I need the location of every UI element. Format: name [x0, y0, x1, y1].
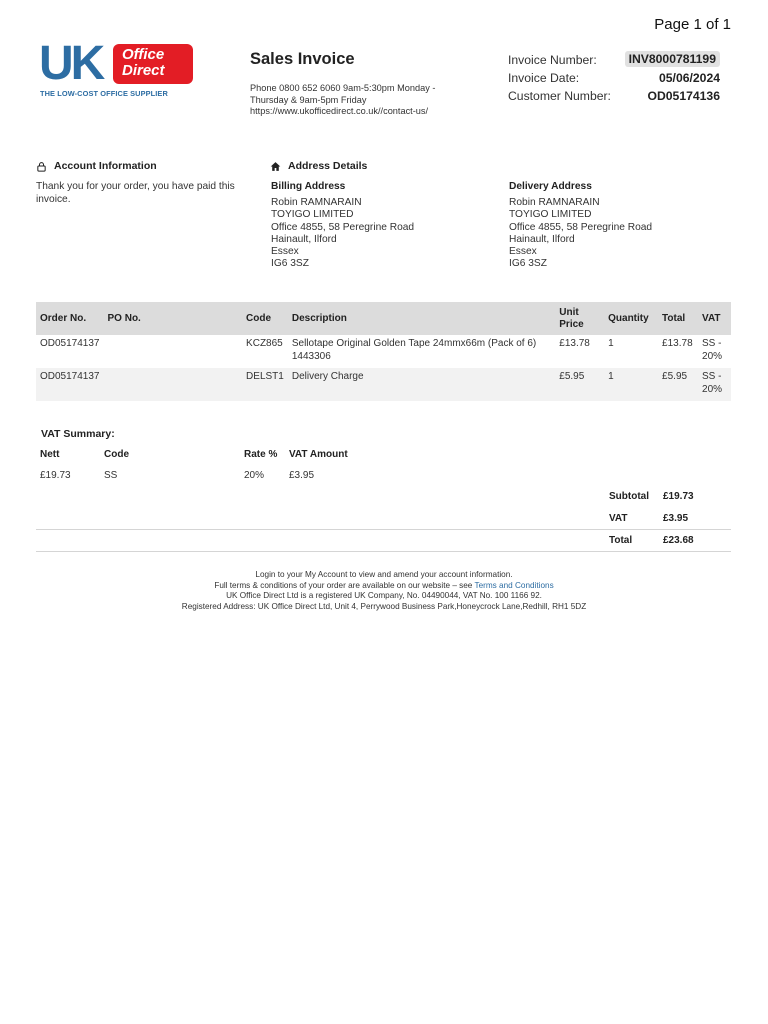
invoice-number-label: Invoice Number: [508, 53, 597, 67]
billing-address [271, 181, 414, 270]
col-description: Description [288, 302, 555, 335]
vat-amount: £3.95 [289, 469, 315, 481]
table-row [36, 368, 731, 401]
cell-unit-price: £5.95 [555, 368, 604, 401]
delivery-address [509, 181, 652, 270]
col-code: Code [242, 302, 288, 335]
vat-col-nett: Nett [40, 449, 60, 460]
document-title: Sales Invoice [250, 50, 355, 68]
billing-address-line: Hainault, Ilford [271, 233, 337, 245]
terms-and-conditions-link[interactable]: Terms and Conditions [474, 580, 554, 590]
home-icon [270, 161, 281, 172]
vat-rate: 20% [244, 469, 265, 481]
table-header-row [36, 302, 731, 335]
address-details-title: Address Details [288, 160, 368, 172]
contact-phone: Phone 0800 652 6060 9am-5:30pm Monday - Thursday & 9am-5pm Friday [250, 83, 436, 105]
grand-total-value: £23.68 [663, 535, 694, 546]
cell-quantity: 1 [608, 338, 614, 349]
grand-total-label: Total [609, 535, 633, 546]
footer-registered-address: Registered Address: UK Office Direct Ltd, Unit 4, Perrywood Business Park,Honeycrock Lane,Redhill, RH1 5DZ [181, 601, 587, 611]
col-unit-price [555, 302, 604, 335]
vat-total-value: £3.95 [663, 513, 689, 524]
billing-address-line: Essex [271, 246, 299, 258]
footer [0, 570, 768, 612]
footer-terms-text: Full terms & conditions of your order are available on our website – see [214, 580, 475, 590]
customer-number-label: Customer Number: [508, 89, 611, 103]
col-unit-price-line2: Price [559, 318, 584, 330]
cell-total: £13.78 [662, 338, 693, 349]
logo-office: Office [122, 46, 165, 63]
billing-address-line: Office 4855, 58 Peregrine Road [271, 221, 415, 233]
delivery-address-line: Office 4855, 58 Peregrine Road [509, 221, 653, 233]
lock-icon [36, 161, 47, 172]
table-row [36, 335, 731, 368]
account-info-heading [36, 160, 157, 172]
cell-vat: SS - 20% [698, 368, 731, 401]
col-vat: VAT [698, 302, 731, 335]
logo-office-direct-badge [113, 44, 193, 84]
billing-address-line: TOYIGO LIMITED [271, 209, 354, 221]
col-quantity: Quantity [604, 302, 658, 335]
col-order-no: Order No. [36, 302, 104, 335]
delivery-address-line: Robin RAMNARAIN [509, 197, 600, 209]
billing-address-line: IG6 3SZ [271, 258, 309, 270]
cell-code: DELST1 [242, 368, 288, 401]
col-unit-price-line1: Unit [559, 306, 579, 318]
company-logo [39, 37, 195, 100]
totals-block [36, 486, 731, 552]
billing-address-line: Robin RAMNARAIN [271, 197, 362, 209]
customer-number: OD05174136 [647, 89, 720, 103]
col-po-no: PO No. [104, 302, 243, 335]
cell-vat: SS - 20% [702, 338, 723, 362]
billing-address-heading: Billing Address [271, 181, 346, 192]
cell-description: Sellotape Original Golden Tape 24mmx66m (Pack of 6) 1443306 [291, 338, 537, 362]
invoice-date: 05/06/2024 [659, 71, 720, 85]
delivery-address-line: Hainault, Ilford [509, 233, 575, 245]
vat-col-amount: VAT Amount [289, 449, 348, 460]
delivery-address-line: Essex [509, 246, 537, 258]
footer-terms-line [0, 581, 768, 592]
invoice-number: INV8000781199 [625, 51, 720, 67]
grand-total-row [36, 530, 731, 552]
footer-account-note: Login to your My Account to view and amend your account information. [255, 570, 513, 579]
delivery-address-heading: Delivery Address [509, 181, 592, 192]
logo-tagline: THE LOW-COST OFFICE SUPPLIER [40, 89, 168, 98]
contact-info [250, 83, 465, 118]
cell-po-no [104, 368, 243, 401]
account-message: Thank you for your order, you have paid this invoice. [36, 181, 235, 205]
vat-col-code: Code [104, 449, 129, 460]
delivery-address-line: IG6 3SZ [509, 258, 547, 270]
vat-col-rate: Rate % [244, 449, 278, 460]
cell-order-no: OD05174137 [40, 338, 100, 349]
page-number: Page 1 of 1 [654, 16, 731, 33]
cell-order-no: OD05174137 [36, 368, 104, 401]
cell-unit-price: £13.78 [559, 338, 590, 349]
vat-nett: £19.73 [40, 469, 71, 481]
logo-uk: UK [39, 37, 103, 90]
vat-summary-table [36, 446, 385, 487]
vat-code: SS [104, 469, 118, 481]
cell-code: KCZ865 [246, 338, 283, 349]
cell-total: £5.95 [658, 368, 698, 401]
vat-header-row [36, 446, 385, 463]
subtotal-row [36, 486, 731, 508]
contact-url[interactable]: https://www.ukofficedirect.co.uk//contact-us/ [250, 106, 429, 116]
vat-total-row [36, 508, 731, 530]
cell-description: Delivery Charge [288, 368, 555, 401]
logo-direct: Direct [122, 62, 165, 79]
vat-row [36, 463, 385, 487]
address-details-heading [270, 160, 367, 172]
cell-po-no [104, 335, 243, 368]
subtotal-label: Subtotal [609, 491, 649, 502]
col-total: Total [658, 302, 698, 335]
vat-total-label: VAT [609, 513, 628, 524]
subtotal-value: £19.73 [663, 491, 694, 502]
account-info-title: Account Information [54, 160, 157, 172]
vat-summary-title: VAT Summary: [41, 428, 115, 440]
delivery-address-line: TOYIGO LIMITED [509, 209, 592, 221]
cell-quantity: 1 [604, 368, 658, 401]
invoice-date-label: Invoice Date: [508, 71, 580, 85]
line-items-table [36, 302, 731, 401]
invoice-meta [508, 52, 720, 106]
footer-company-registration: UK Office Direct Ltd is a registered UK Company, No. 04490044, VAT No. 100 1166 92. [226, 591, 542, 601]
